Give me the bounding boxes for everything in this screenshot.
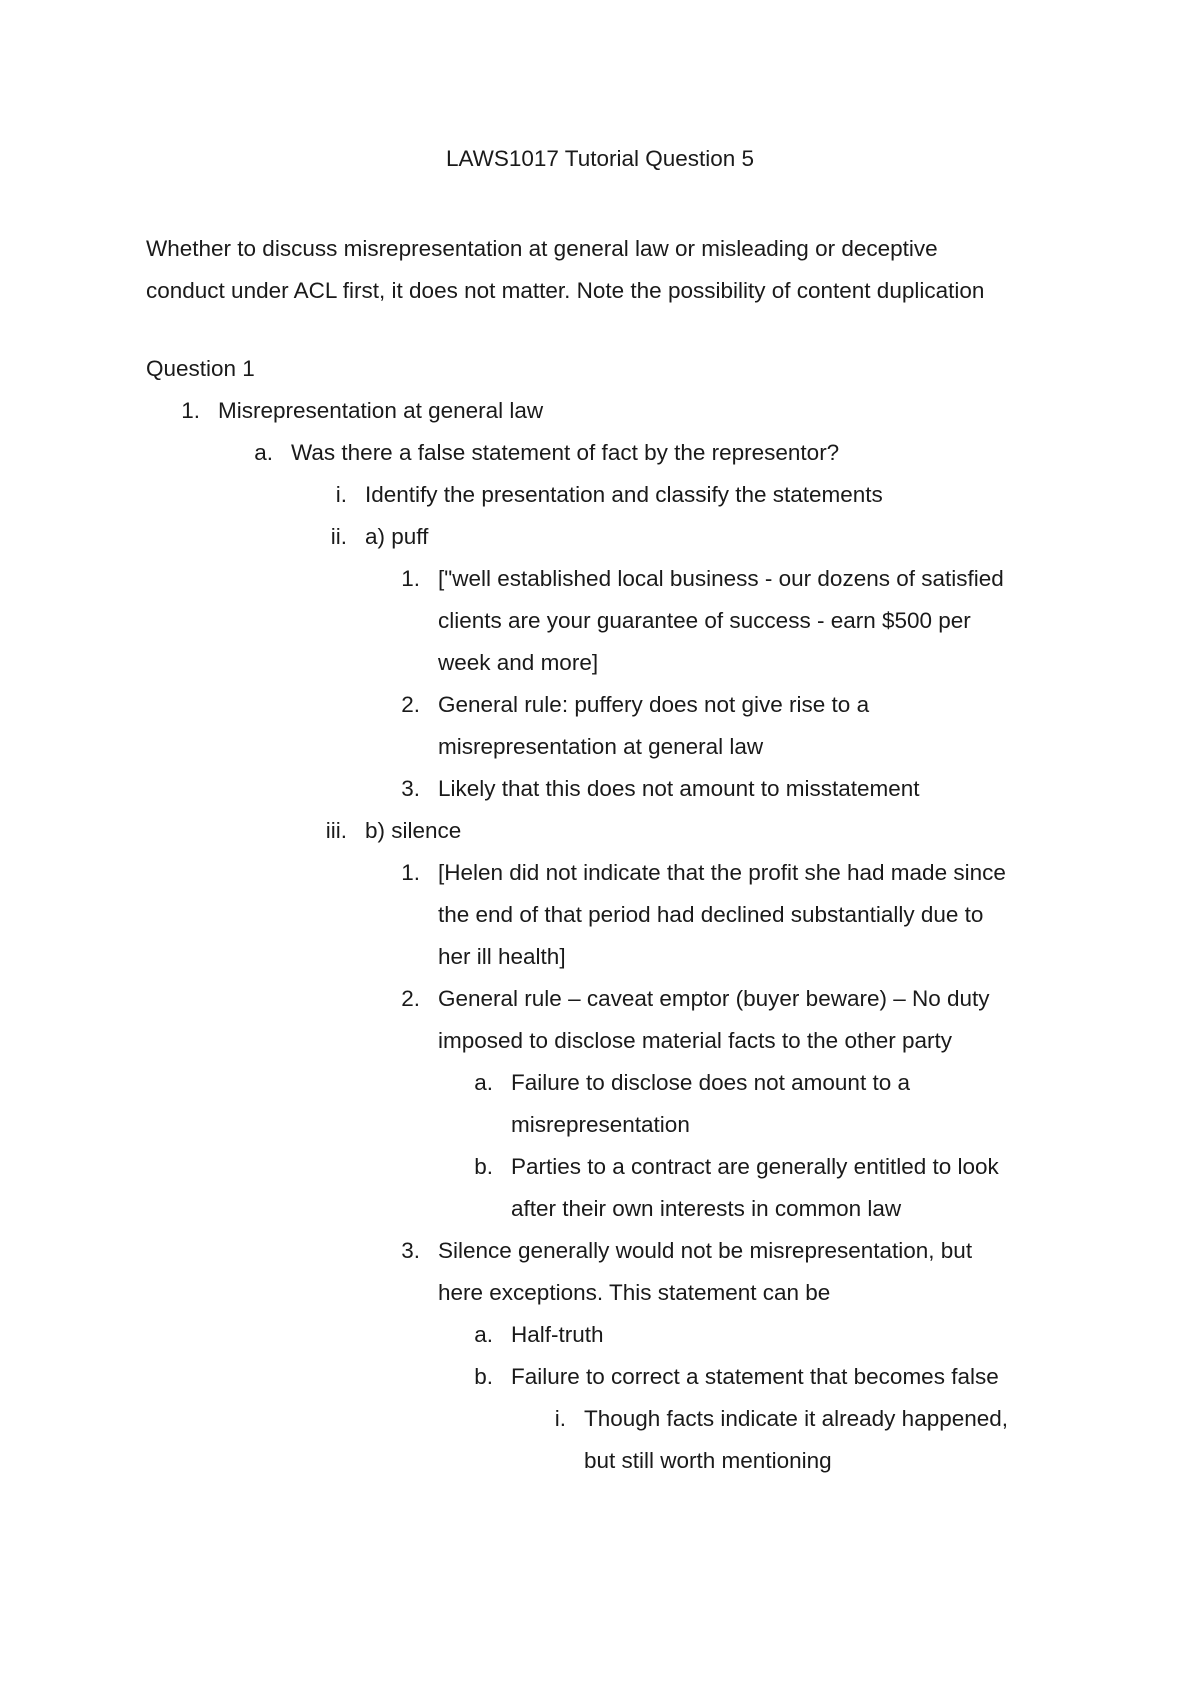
list-marker: 2.	[401, 692, 420, 717]
outline-text: clients are your guarantee of success - earn $500 per	[438, 608, 971, 633]
document-title: LAWS1017 Tutorial Question 5	[445, 146, 755, 171]
outline-text: ["well established local business - our dozens of satisfied	[438, 566, 1004, 591]
list-marker: 1.	[181, 398, 200, 423]
outline-text: but still worth mentioning	[584, 1448, 832, 1473]
list-marker: 3.	[401, 1238, 420, 1263]
outline-text: Identify the presentation and classify the statements	[365, 482, 883, 507]
outline-text: here exceptions. This statement can be	[438, 1280, 831, 1305]
outline-text: week and more]	[438, 650, 599, 675]
outline-text: Though facts indicate it already happened,	[584, 1406, 1009, 1431]
outline-text: b) silence	[365, 818, 462, 843]
outline-text: Failure to disclose does not amount to a	[511, 1070, 910, 1095]
intro-paragraph	[146, 228, 1076, 313]
list-marker: b.	[474, 1154, 493, 1179]
list-marker: iii.	[325, 818, 347, 843]
outline-text: after their own interests in common law	[511, 1196, 902, 1221]
outline-text: [Helen did not indicate that the profit she had made since	[438, 860, 1006, 885]
list-marker: ii.	[330, 524, 347, 549]
list-marker: 1.	[401, 566, 420, 591]
list-marker: b.	[474, 1364, 493, 1389]
outline-text: Misrepresentation at general law	[218, 398, 544, 423]
outline-text: a) puff	[365, 524, 429, 549]
outline-text: her ill health]	[438, 944, 566, 969]
list-marker: 1.	[401, 860, 420, 885]
outline-text: Silence generally would not be misrepresentation, but	[438, 1238, 973, 1263]
list-marker: a.	[474, 1322, 493, 1347]
outline-text: Likely that this does not amount to misstatement	[438, 776, 920, 801]
outline-text: imposed to disclose material facts to the other party	[438, 1028, 952, 1053]
list-marker: a.	[474, 1070, 493, 1095]
outline-text: misrepresentation at general law	[438, 734, 764, 759]
outline-text: the end of that period had declined substantially due to	[438, 902, 984, 927]
list-marker: 2.	[401, 986, 420, 1011]
list-marker: i.	[554, 1406, 566, 1431]
outline-text: Half-truth	[511, 1322, 604, 1347]
question-heading: Question 1	[146, 356, 255, 381]
intro-line: Whether to discuss misrepresentation at general law or misleading or deceptive	[146, 236, 938, 261]
outline-text: Parties to a contract are generally entitled to look	[511, 1154, 999, 1179]
list-marker: i.	[335, 482, 347, 507]
outline-text: Failure to correct a statement that becomes false	[511, 1364, 999, 1389]
outline-text: General rule: puffery does not give rise to a	[438, 692, 870, 717]
list-marker: a.	[254, 440, 273, 465]
outline-text: misrepresentation	[511, 1112, 690, 1137]
outline-text: Was there a false statement of fact by the representor?	[291, 440, 840, 465]
outline-text: General rule – caveat emptor (buyer beware) – No duty	[438, 986, 990, 1011]
list-marker: 3.	[401, 776, 420, 801]
intro-line: conduct under ACL first, it does not matter. Note the possibility of content duplication	[146, 278, 985, 304]
